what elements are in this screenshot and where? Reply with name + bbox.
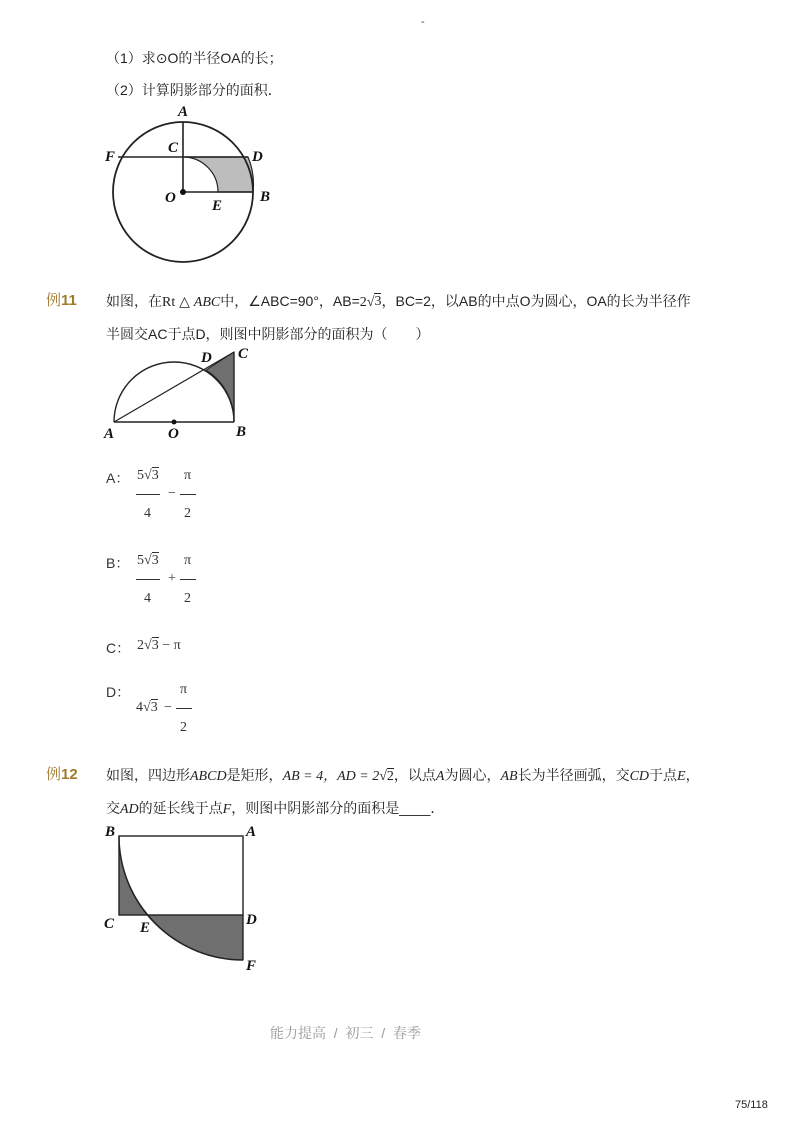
label-D: D [252,149,263,165]
text: 于点 [649,767,678,783]
label-C: C [168,140,179,156]
ad-equation: AD = 2 [337,769,380,784]
label-E: E [212,198,223,214]
sqrt-radicand: 2 [386,769,394,784]
example-prefix: 例 [46,766,62,783]
question-part-2: （2）计算阴影部分的面积． [106,82,282,98]
coef: 5 [137,468,144,483]
label-O: O [168,426,179,442]
rt-symbol: Rt [162,295,176,310]
point-f: F [222,802,232,817]
example-11-label [46,289,77,310]
coef: 5 [137,553,144,568]
option-c[interactable] [106,636,226,658]
rest: − π [162,638,181,653]
option-letter: D： [106,684,131,700]
fraction-bar [180,579,196,580]
triangle-symbol: △ [179,293,190,309]
option-b[interactable] [106,551,226,611]
expression: 2√3 − π [137,638,181,653]
coef: 2 [137,638,144,653]
radicand: 3 [151,468,159,483]
fraction-bar [136,579,160,580]
label-A: A [246,824,257,840]
label-D: D [201,350,212,366]
triangle-name: ABC [193,295,221,310]
text: 如图，在 [106,293,162,309]
center-point [180,189,186,195]
label-B: B [260,189,271,205]
text: ，以点 [393,767,436,783]
label-D: D [246,912,257,928]
segment-ad: AD [120,802,139,817]
option-a[interactable] [106,466,226,526]
fraction-bar [176,708,192,709]
numerator-pi: π [184,553,192,568]
label-C: C [104,916,115,932]
top-mark: - [421,16,425,28]
point-a: A [435,769,445,784]
operator: − [164,700,172,715]
label-C: C [238,346,249,362]
label-A: A [178,104,189,120]
numerator-pi: π [180,682,188,697]
example-12-line-1 [106,765,700,785]
option-d[interactable] [106,680,226,740]
example-12-label [46,763,78,784]
example-11-line-2: 半圆交AC于点D，则图中阴影部分的面积为（ ） [106,326,430,342]
text: 长为半径画弧，交 [517,767,630,783]
text: 中，∠ABC=90°，AB= [220,293,360,309]
operator: − [168,486,176,501]
rect-name: ABCD [190,769,227,784]
text: ，则图中阴影部分的面积是____． [231,800,445,816]
denominator-2: 2 [184,506,191,521]
fraction-bar [180,494,196,495]
numerator-pi: π [184,468,192,483]
label-F: F [246,958,257,974]
fraction-bar [136,494,160,495]
circle-figure [100,100,290,270]
sqrt-expression: √2 [379,769,394,784]
numerator: 5√3 [137,468,159,483]
sqrt-expression: √3 [366,294,382,310]
label-B: B [236,424,247,440]
semicircle-figure [100,342,260,442]
text: 如图，四边形 [106,767,190,783]
page-number: 75/118 [735,1099,768,1111]
radicand: 3 [151,638,159,653]
label-B: B [105,824,116,840]
example-11-line-1 [106,291,691,311]
example-12-line-2 [106,798,444,818]
option-letter: B： [106,555,130,571]
label-E: E [140,920,151,936]
text: ，BC=2，以AB的中点O为圆心，OA的长为半径作 [381,293,691,309]
option-letter: A： [106,470,130,486]
radicand: 3 [151,553,159,568]
ab-equation: AB = 4， [282,769,338,784]
option-letter: C： [106,640,131,656]
label-F: F [105,149,116,165]
denominator: 4 [144,506,151,521]
numerator: 5√3 [137,553,159,568]
segment-cd: CD [629,769,650,784]
operator: + [168,571,176,586]
question-part-1: （1）求⊙O的半径OA的长； [106,50,283,66]
shaded-region-edf [148,915,243,960]
text: ， [685,767,700,783]
label-A: A [104,426,115,442]
segment-ab: AB [500,769,518,784]
center-point [172,420,177,425]
rectangle-figure [98,818,273,978]
example-number: 12 [61,766,78,783]
text: 为圆心， [444,767,501,783]
text: 是矩形， [226,767,283,783]
footer-text: 能力提高 / 初三 / 春季 [270,1025,421,1041]
text: 的延长线于点 [138,800,223,816]
denominator: 4 [144,591,151,606]
radicand: 3 [150,700,158,715]
text: 交 [106,800,120,816]
point-e: E [677,769,686,784]
example-number: 11 [61,292,77,309]
label-O: O [165,190,176,206]
denominator-2: 2 [180,720,187,735]
shaded-region-bce [119,836,148,915]
denominator-2: 2 [184,591,191,606]
sqrt-radicand: 3 [374,294,382,309]
sqrt-coef: 2 [359,295,367,310]
example-prefix: 例 [46,292,62,309]
expression: 4√3 [136,700,158,715]
shaded-region [183,157,253,192]
coef: 4 [136,700,143,715]
